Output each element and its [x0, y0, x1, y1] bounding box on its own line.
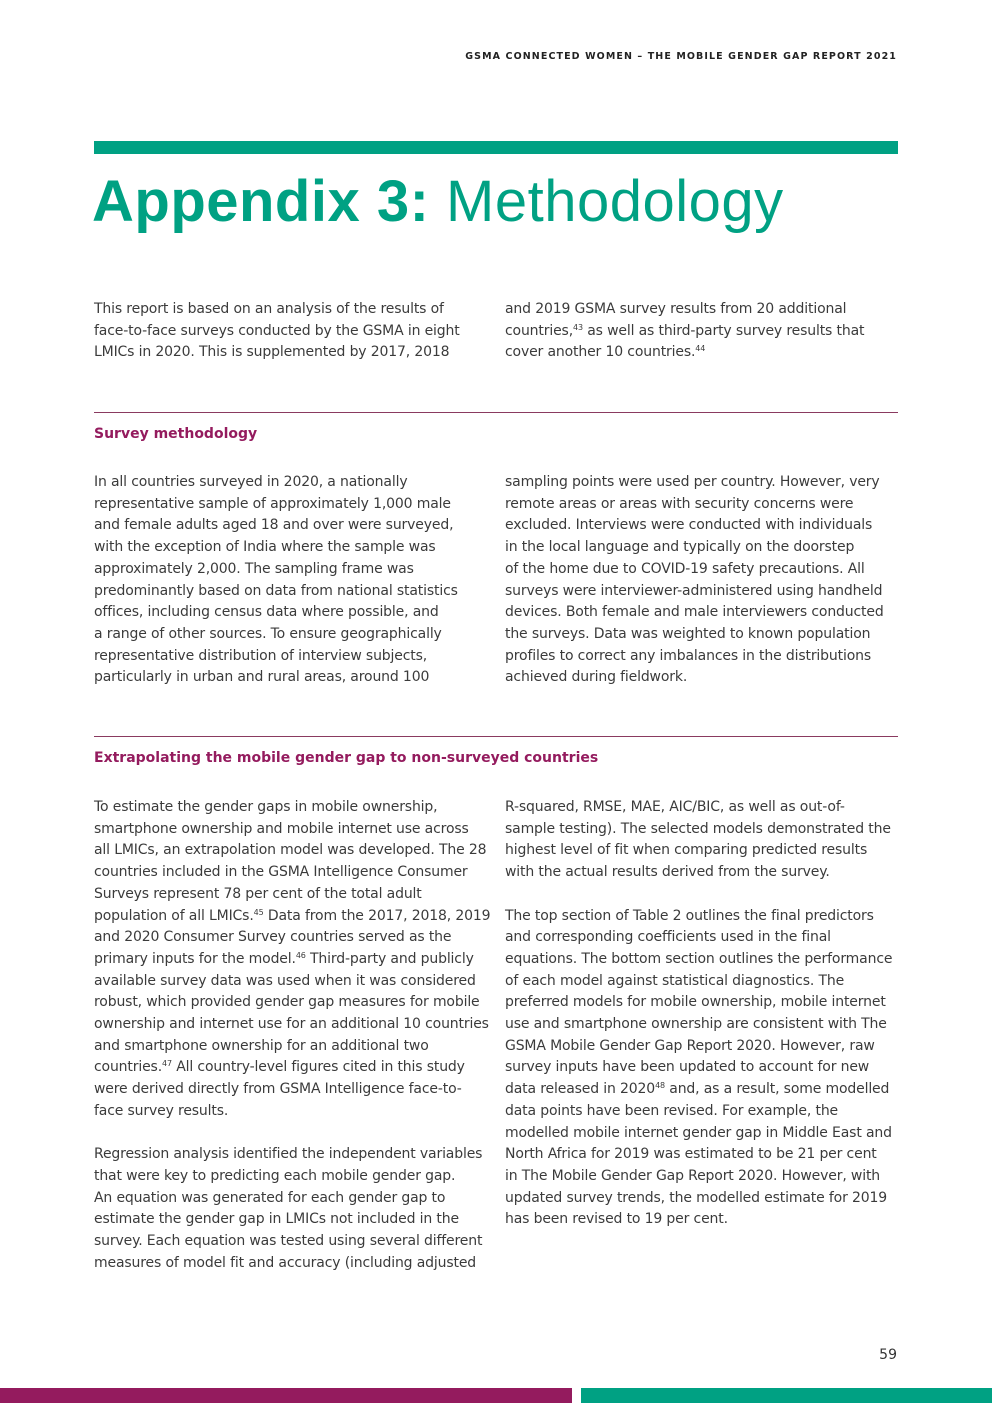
text-line: use and smartphone ownership are consistent with The	[505, 1016, 887, 1033]
text-line: population of all LMICs.$^{45}$ Data from the 2017, 2018, 2019	[94, 907, 491, 924]
text-line: and smartphone ownership for an additional two	[94, 1037, 429, 1054]
paragraph	[94, 1144, 494, 1274]
paragraph	[94, 299, 494, 364]
running-header: GSMA CONNECTED WOMEN – THE MOBILE GENDER GAP REPORT 2021	[465, 51, 897, 62]
text-line: has been revised to 19 per cent.	[505, 1211, 728, 1228]
footnote-ref[interactable]: 45	[253, 907, 264, 917]
footnote-ref[interactable]: 44	[695, 344, 706, 354]
paragraph	[505, 906, 905, 1232]
text-line: data points have been revised. For example, the	[505, 1102, 839, 1119]
title-accent-bar	[94, 141, 898, 154]
text-line: modelled mobile internet gender gap in Middle East and	[505, 1124, 892, 1141]
text-line: in The Mobile Gender Gap Report 2020. However, with	[505, 1167, 881, 1184]
title-light: Methodology	[446, 169, 784, 234]
page-title	[92, 168, 784, 235]
text-line: In all countries surveyed in 2020, a nationally	[94, 474, 408, 490]
paragraph	[505, 797, 905, 884]
text-line: that were key to predicting each mobile gender gap.	[94, 1167, 456, 1184]
text-line: survey. Each equation was tested using several different	[94, 1233, 483, 1250]
text-line: remote areas or areas with security concerns were	[505, 495, 854, 512]
paragraph	[94, 797, 494, 1123]
footnote-ref[interactable]: 47	[162, 1059, 172, 1069]
text-line: a range of other sources. To ensure geographically	[94, 625, 442, 642]
footnote-ref[interactable]: 43	[573, 322, 583, 332]
text-line: countries included in the GSMA Intelligence Consumer	[94, 864, 468, 881]
text-line: devices. Both female and male interviewers conducted	[505, 604, 884, 621]
text-line: and 2019 GSMA survey results from 20 additional	[505, 301, 847, 317]
extrapolation-left-column	[94, 797, 494, 1296]
text-line: representative sample of approximately 1,000 male	[94, 495, 451, 512]
intro-left-column	[94, 299, 494, 386]
section-heading: Survey methodology	[94, 426, 258, 442]
text-line: all LMICs, an extrapolation model was developed. The 28	[94, 842, 487, 859]
text-line: ownership and internet use for an additional 10 countries	[94, 1016, 489, 1033]
text-line: excluded. Interviews were conducted with individuals	[505, 517, 873, 534]
text-line: To estimate the gender gaps in mobile ownership,	[94, 799, 438, 815]
text-line: Regression analysis identified the independent variables	[94, 1146, 483, 1163]
text-line: data released in 2020$^{48}$ and, as a result, some modelled	[505, 1081, 890, 1098]
text-line: face survey results.	[94, 1102, 229, 1119]
text-line: countries,$^{43}$ as well as third-party survey results that	[505, 322, 865, 339]
text-line: preferred models for mobile ownership, mobile internet	[505, 994, 886, 1011]
text-line: particularly in urban and rural areas, around 100	[94, 669, 430, 686]
text-line: representative distribution of interview subjects,	[94, 647, 428, 664]
text-line: available survey data was used when it was considered	[94, 972, 476, 989]
survey-left-column	[94, 472, 494, 711]
footnote-ref[interactable]: 48	[655, 1081, 665, 1091]
paragraph	[94, 472, 494, 689]
section-divider	[94, 736, 898, 737]
text-line: the surveys. Data was weighted to known population	[505, 625, 871, 642]
text-line: achieved during fieldwork.	[505, 669, 688, 686]
text-line: cover another 10 countries.$^{44}$	[505, 344, 706, 361]
text-line: of the home due to COVID-19 safety precautions. All	[505, 560, 865, 577]
text-line: LMICs in 2020. This is supplemented by 2017, 2018	[94, 344, 450, 361]
paragraph	[505, 299, 905, 364]
paragraph	[505, 472, 905, 689]
text-line: smartphone ownership and mobile internet use across	[94, 820, 469, 837]
text-line: of each model against statistical diagnostics. The	[505, 972, 845, 989]
text-line: GSMA Mobile Gender Gap Report 2020. However, raw	[505, 1037, 875, 1054]
text-line: with the exception of India where the sample was	[94, 539, 436, 556]
footnote-ref[interactable]: 46	[295, 950, 306, 960]
text-line: and 2020 Consumer Survey countries served as the	[94, 929, 452, 946]
text-line: in the local language and typically on the doorstep	[505, 539, 855, 556]
text-line: were derived directly from GSMA Intelligence face-to-	[94, 1081, 462, 1098]
text-line: offices, including census data where possible, and	[94, 604, 439, 621]
extrapolation-right-column	[505, 797, 905, 1253]
text-line: and female adults aged 18 and over were surveyed,	[94, 517, 454, 534]
intro-right-column	[505, 299, 905, 386]
text-line: measures of model fit and accuracy (including adjusted	[94, 1254, 477, 1271]
text-line: primary inputs for the model.$^{46}$ Third-party and publicly	[94, 950, 474, 967]
text-line: survey inputs have been updated to account for new	[505, 1059, 870, 1076]
text-line: face-to-face surveys conducted by the GSMA in eight	[94, 322, 460, 339]
section-heading: Extrapolating the mobile gender gap to non-surveyed countries	[94, 750, 599, 766]
text-line: Surveys represent 78 per cent of the total adult	[94, 885, 422, 902]
text-line: equations. The bottom section outlines the performance	[505, 950, 893, 967]
text-line: The top section of Table 2 outlines the final predictors	[505, 907, 874, 924]
text-line: with the actual results derived from the survey.	[505, 864, 830, 881]
text-line: estimate the gender gap in LMICs not included in the	[94, 1211, 459, 1228]
page-number: 59	[879, 1347, 897, 1363]
text-line: profiles to correct any imbalances in the distributions	[505, 647, 871, 664]
text-line: sampling points were used per country. However, very	[505, 474, 880, 490]
text-line: An equation was generated for each gender gap to	[94, 1189, 446, 1206]
text-line: surveys were interviewer-administered using handheld	[505, 582, 883, 599]
text-line: robust, which provided gender gap measures for mobile	[94, 994, 480, 1011]
text-line: updated survey trends, the modelled estimate for 2019	[505, 1189, 888, 1206]
text-line: predominantly based on data from national statistics	[94, 582, 458, 599]
footer-bar-purple	[0, 1388, 572, 1403]
section-divider	[94, 412, 898, 413]
text-line: and corresponding coefficients used in the final	[505, 929, 831, 946]
title-bold: Appendix 3:	[92, 169, 430, 234]
text-line: approximately 2,000. The sampling frame was	[94, 560, 414, 577]
text-line: This report is based on an analysis of the results of	[94, 301, 444, 317]
text-line: North Africa for 2019 was estimated to be 21 per cent	[505, 1146, 877, 1163]
text-line: R-squared, RMSE, MAE, AIC/BIC, as well as out-of-	[505, 799, 845, 815]
survey-right-column	[505, 472, 905, 711]
footer-bar-teal	[581, 1388, 992, 1403]
text-line: highest level of fit when comparing predicted results	[505, 842, 868, 859]
text-line: sample testing). The selected models demonstrated the	[505, 820, 891, 837]
text-line: countries.$^{47}$ All country-level figures cited in this study	[94, 1059, 465, 1076]
